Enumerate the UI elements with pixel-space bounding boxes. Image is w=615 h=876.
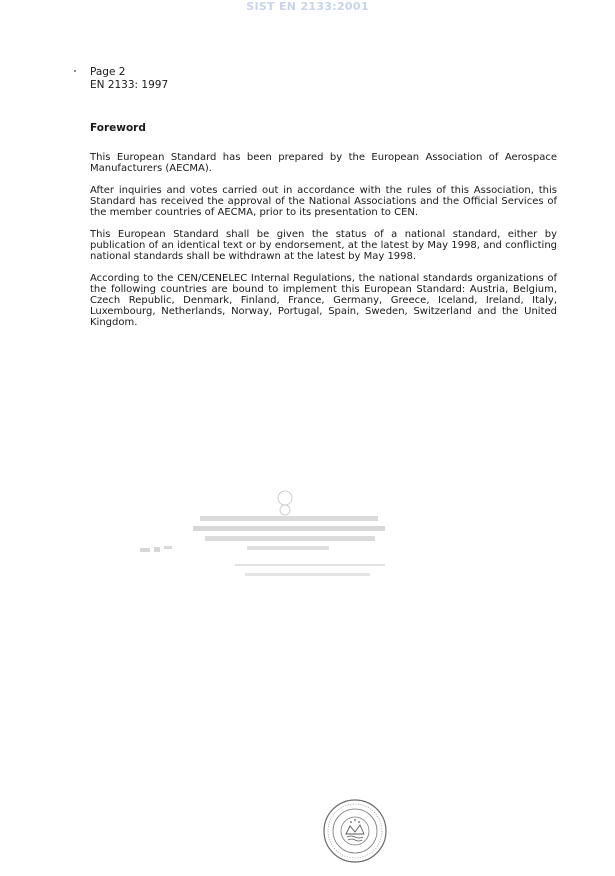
margin-mark — [74, 70, 76, 72]
page-number: Page 2 — [90, 66, 126, 78]
page-header — [90, 66, 168, 92]
foreword-heading: Foreword — [90, 122, 146, 134]
paragraph-implementation: According to the CEN/CENELEC Internal Regulations, the national standards organizations of the following countries are bound to implement this European Standard: Austria, Belgium, Czech Republic, Denmark, Finland, France, Germany, Greece, Iceland, Ireland, Italy, Luxembourg, Netherlands, Norway, Portugal, Spain, Sweden, Switzerland and the United Kingdom. — [90, 273, 557, 328]
library-stamp-graphic — [185, 488, 390, 588]
official-seal-icon — [322, 798, 388, 864]
paragraph-approval: After inquiries and votes carried out in accordance with the rules of this Association, this Standard has received the approval of the National Associations and the Official Services of the member countries of AECMA, prior to its presentation to CEN. — [90, 185, 557, 218]
paragraph-preparation: This European Standard has been prepared by the European Association of Aerospace Manufacturers (AECMA). — [90, 152, 557, 174]
paragraph-status: This European Standard shall be given the status of a national standard, either by publication of an identical text or by endorsement, at the latest by May 1998, and conflicting national standards shall be withdrawn at the latest by May 1998. — [90, 229, 557, 262]
foreword-body — [90, 152, 557, 339]
small-stamp-mark — [138, 542, 174, 558]
standard-reference: EN 2133: 1997 — [90, 79, 169, 91]
document-watermark: SIST EN 2133:2001 — [246, 0, 369, 13]
